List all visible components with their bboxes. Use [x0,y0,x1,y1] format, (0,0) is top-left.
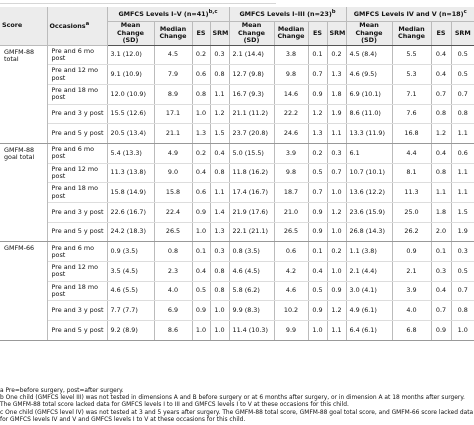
mean-change-cell: 6.4 (6.1) [346,321,392,341]
es-cell: 0.9 [192,203,210,223]
mean-change-cell: 21.1 (11.2) [229,104,274,124]
median-change-cell: 6.8 [392,321,431,341]
srm-cell: 1.1 [451,183,474,203]
es-cell: 0.4 [192,262,210,282]
median-change-cell: 21.1 [154,124,192,144]
median-change-cell: 8.6 [154,321,192,341]
es-cell: 0.9 [308,222,327,242]
median-change-cell: 9.8 [274,163,308,183]
mean-change-cell: 23.7 (20.8) [229,124,274,144]
srm-cell: 0.8 [451,301,474,321]
srm-cell: 1.4 [210,203,229,223]
median-change-cell: 8.9 [154,84,192,104]
mean-change-cell: 12.0 (10.9) [107,84,154,104]
table-row [0,301,474,321]
srm-cell: 0.7 [451,84,474,104]
es-cell: 0.9 [308,203,327,223]
srm-cell: 0.8 [210,281,229,301]
header-srm: SRM [327,22,346,46]
caption-strip: ………………………………………………………………………………………………………………………… [0,0,276,6]
srm-cell: 1.0 [451,321,474,341]
srm-cell: 1.1 [451,124,474,144]
footnote-a: a Pre=before surgery, post=after surgery. [0,388,124,394]
srm-cell: 1.2 [327,203,346,223]
es-cell: 0.4 [308,262,327,282]
median-change-cell: 16.8 [392,124,431,144]
header-es: ES [192,22,210,46]
footnote-c: c One child (GMFCS level IV) was not tested at 3 and 5 years after surgery. The GMFM-88 total score, GMFM-88 goal total score, and GMFM-66 score lacked data for GMFCS levels IV and V and GMFCS levels I to V at these occasions for this child. [0,409,474,423]
median-change-cell: 6.9 [154,301,192,321]
es-cell: 0.8 [192,84,210,104]
median-change-cell: 4.0 [392,301,431,321]
header-median-change: Median Change [154,22,192,46]
es-cell: 0.8 [431,163,451,183]
es-cell: 2.0 [431,222,451,242]
median-change-cell: 4.5 [154,45,192,65]
es-cell: 0.2 [308,143,327,163]
es-cell: 1.3 [308,124,327,144]
mean-change-cell: 4.6 (5.5) [107,281,154,301]
occasion-cell: Pre and 6 mo post [47,143,107,163]
mean-change-cell: 11.8 (16.2) [229,163,274,183]
table-body [0,45,474,340]
mean-change-cell: 4.6 (9.5) [346,65,392,85]
mean-change-cell: 3.0 (4.1) [346,281,392,301]
es-cell: 1.3 [192,124,210,144]
median-change-cell: 9.9 [274,321,308,341]
results-table [0,7,474,341]
srm-cell: 1.2 [327,301,346,321]
es-cell: 0.6 [192,65,210,85]
es-cell: 0.1 [192,242,210,262]
srm-cell: 1.1 [327,321,346,341]
mean-change-cell: 8.6 (11.0) [346,104,392,124]
header-occasions: Occasions$^a$ [47,7,107,45]
mean-change-cell: 15.8 (14.9) [107,183,154,203]
es-cell: 0.6 [192,183,210,203]
score-name-cell: GMFM-88 total [0,45,47,143]
es-cell: 1.1 [431,183,451,203]
srm-cell: 0.7 [451,281,474,301]
median-change-cell: 3.8 [274,45,308,65]
median-change-cell: 2.1 [392,262,431,282]
median-change-cell: 9.8 [274,65,308,85]
es-cell: 0.1 [431,242,451,262]
median-change-cell: 26.5 [274,222,308,242]
mean-change-cell: 11.4 (10.3) [229,321,274,341]
header-mean-change: Mean Change (SD) [346,22,392,46]
es-cell: 1.0 [308,321,327,341]
mean-change-cell: 5.0 (15.5) [229,143,274,163]
mean-change-cell: 2.1 (4.4) [346,262,392,282]
footnotes [0,388,474,424]
srm-cell: 0.6 [451,143,474,163]
es-cell: 0.9 [308,84,327,104]
srm-cell: 0.2 [327,45,346,65]
mean-change-cell: 23.6 (15.9) [346,203,392,223]
median-change-cell: 4.0 [154,281,192,301]
mean-change-cell: 9.9 (8.3) [229,301,274,321]
table-header [0,7,474,45]
mean-change-cell: 13.3 (11.9) [346,124,392,144]
srm-cell: 0.3 [327,143,346,163]
median-change-cell: 7.6 [392,104,431,124]
mean-change-cell: 17.4 (16.7) [229,183,274,203]
mean-change-cell: 6.1 [346,143,392,163]
es-cell: 0.1 [308,242,327,262]
header-srm: SRM [451,22,474,46]
mean-change-cell: 4.9 (6.1) [346,301,392,321]
table-row [0,242,474,262]
srm-cell: 1.3 [210,222,229,242]
median-change-cell: 9.0 [154,163,192,183]
occasion-cell: Pre and 18 mo post [47,84,107,104]
srm-cell: 1.1 [451,163,474,183]
es-cell: 1.2 [308,104,327,124]
median-change-cell: 3.9 [274,143,308,163]
srm-cell: 1.3 [327,65,346,85]
es-cell: 0.1 [308,45,327,65]
srm-cell: 0.8 [451,104,474,124]
mean-change-cell: 20.5 (13.4) [107,124,154,144]
header-group-levels-1-3: GMFCS Levels I–III (n=23)$^b$ [229,7,346,22]
median-change-cell: 0.6 [274,242,308,262]
median-change-cell: 22.2 [274,104,308,124]
header-group-levels-4-5: GMFCS Levels IV and V (n=18)$^c$ [346,7,474,22]
header-median-change: Median Change [274,22,308,46]
mean-change-cell: 5.4 (13.3) [107,143,154,163]
srm-cell: 0.8 [210,163,229,183]
srm-cell: 0.7 [327,163,346,183]
mean-change-cell: 10.7 (10.1) [346,163,392,183]
median-change-cell: 3.9 [392,281,431,301]
es-cell: 0.4 [431,45,451,65]
srm-cell: 0.5 [451,65,474,85]
mean-change-cell: 6.9 (10.1) [346,84,392,104]
mean-change-cell: 26.8 (14.3) [346,222,392,242]
srm-cell: 0.3 [210,242,229,262]
es-cell: 0.9 [308,301,327,321]
median-change-cell: 8.1 [392,163,431,183]
srm-cell: 1.0 [210,301,229,321]
srm-cell: 0.3 [210,45,229,65]
mean-change-cell: 12.7 (9.8) [229,65,274,85]
median-change-cell: 7.9 [154,65,192,85]
mean-change-cell: 22.1 (21.1) [229,222,274,242]
mean-change-cell: 15.5 (12.6) [107,104,154,124]
srm-cell: 1.8 [327,84,346,104]
mean-change-cell: 3.1 (12.0) [107,45,154,65]
es-cell: 0.2 [192,143,210,163]
es-cell: 0.7 [431,84,451,104]
occasion-cell: Pre and 5 y post [47,124,107,144]
mean-change-cell: 1.1 (3.8) [346,242,392,262]
srm-cell: 0.5 [451,262,474,282]
es-cell: 0.3 [431,262,451,282]
header-score: Score [0,7,47,45]
occasion-cell: Pre and 6 mo post [47,45,107,65]
es-cell: 0.7 [308,183,327,203]
srm-cell: 1.5 [451,203,474,223]
median-change-cell: 5.5 [392,45,431,65]
srm-cell: 0.9 [327,281,346,301]
srm-cell: 0.5 [451,45,474,65]
es-cell: 0.4 [431,65,451,85]
table-row [0,321,474,341]
es-cell: 0.8 [431,104,451,124]
header-es: ES [308,22,327,46]
occasion-cell: Pre and 6 mo post [47,242,107,262]
table-row [0,84,474,104]
es-cell: 0.7 [308,65,327,85]
mean-change-cell: 16.7 (9.3) [229,84,274,104]
mean-change-cell: 0.8 (3.5) [229,242,274,262]
es-cell: 0.5 [308,163,327,183]
mean-change-cell: 13.6 (12.2) [346,183,392,203]
header-es: ES [431,22,451,46]
occasion-cell: Pre and 18 mo post [47,281,107,301]
table-row [0,65,474,85]
srm-cell: 0.4 [210,143,229,163]
header-mean-change: Mean Change (SD) [229,22,274,46]
occasion-cell: Pre and 3 y post [47,203,107,223]
header-mean-change: Mean Change (SD) [107,22,154,46]
occasion-cell: Pre and 12 mo post [47,65,107,85]
srm-cell: 1.9 [451,222,474,242]
median-change-cell: 21.0 [274,203,308,223]
occasion-cell: Pre and 3 y post [47,301,107,321]
header-median-change: Median Change [392,22,431,46]
occasion-cell: Pre and 12 mo post [47,262,107,282]
mean-change-cell: 5.8 (6.2) [229,281,274,301]
occasion-cell: Pre and 12 mo post [47,163,107,183]
es-cell: 0.4 [431,143,451,163]
mean-change-cell: 7.7 (7.7) [107,301,154,321]
median-change-cell: 18.7 [274,183,308,203]
median-change-cell: 15.8 [154,183,192,203]
es-cell: 0.5 [192,281,210,301]
mean-change-cell: 9.2 (8.9) [107,321,154,341]
srm-cell: 1.0 [327,222,346,242]
median-change-cell: 26.5 [154,222,192,242]
median-change-cell: 25.0 [392,203,431,223]
median-change-cell: 17.1 [154,104,192,124]
es-cell: 0.9 [431,321,451,341]
table-row [0,262,474,282]
occasion-cell: Pre and 5 y post [47,321,107,341]
table-row [0,222,474,242]
es-cell: 0.4 [431,281,451,301]
median-change-cell: 11.3 [392,183,431,203]
table-row [0,124,474,144]
header-srm: SRM [210,22,229,46]
srm-cell: 1.5 [210,124,229,144]
mean-change-cell: 21.9 (17.6) [229,203,274,223]
es-cell: 1.0 [192,104,210,124]
median-change-cell: 22.4 [154,203,192,223]
mean-change-cell: 11.3 (13.8) [107,163,154,183]
median-change-cell: 4.4 [392,143,431,163]
es-cell: 0.4 [192,163,210,183]
table-row [0,143,474,163]
srm-cell: 1.9 [327,104,346,124]
median-change-cell: 4.6 [274,281,308,301]
srm-cell: 0.8 [210,65,229,85]
score-name-cell: GMFM-66 [0,242,47,340]
srm-cell: 0.8 [210,262,229,282]
score-name-cell: GMFM-88 goal total [0,143,47,241]
median-change-cell: 14.6 [274,84,308,104]
mean-change-cell: 22.6 (16.7) [107,203,154,223]
es-cell: 0.2 [192,45,210,65]
srm-cell: 1.0 [327,183,346,203]
es-cell: 1.0 [192,222,210,242]
es-cell: 0.7 [431,301,451,321]
mean-change-cell: 9.1 (10.9) [107,65,154,85]
table-row [0,203,474,223]
srm-cell: 1.1 [327,124,346,144]
median-change-cell: 4.2 [274,262,308,282]
footnote-b: b One child (GMFCS level III) was not tested in dimensions A and B before surgery or at 6 months after surgery, or in dimension A at 18 months after surgery. The GMFM-88 total score lacked data for GMFCS levels I to III and GMFCS levels I to V at these occasions for this child. [0,395,465,409]
table-row [0,281,474,301]
mean-change-cell: 24.2 (18.3) [107,222,154,242]
median-change-cell: 26.2 [392,222,431,242]
mean-change-cell: 3.5 (4.5) [107,262,154,282]
table-row [0,104,474,124]
srm-cell: 1.0 [210,321,229,341]
occasion-cell: Pre and 5 y post [47,222,107,242]
mean-change-cell: 4.6 (4.5) [229,262,274,282]
median-change-cell: 10.2 [274,301,308,321]
es-cell: 0.5 [308,281,327,301]
srm-cell: 0.3 [451,242,474,262]
es-cell: 1.8 [431,203,451,223]
es-cell: 1.2 [431,124,451,144]
median-change-cell: 0.9 [392,242,431,262]
srm-cell: 1.1 [210,183,229,203]
occasion-cell: Pre and 3 y post [47,104,107,124]
header-group-levels-1-5: GMFCS Levels I–V (n=41)$^{b,c}$ [107,7,229,22]
srm-cell: 0.2 [327,242,346,262]
median-change-cell: 4.9 [154,143,192,163]
median-change-cell: 7.1 [392,84,431,104]
mean-change-cell: 0.9 (3.5) [107,242,154,262]
occasion-cell: Pre and 18 mo post [47,183,107,203]
es-cell: 1.0 [192,321,210,341]
median-change-cell: 0.8 [154,242,192,262]
mean-change-cell: 4.5 (8.4) [346,45,392,65]
median-change-cell: 5.3 [392,65,431,85]
srm-cell: 1.2 [210,104,229,124]
mean-change-cell: 2.1 (14.4) [229,45,274,65]
median-change-cell: 2.3 [154,262,192,282]
table-row [0,45,474,65]
table-row [0,183,474,203]
table-row [0,163,474,183]
es-cell: 0.9 [192,301,210,321]
median-change-cell: 24.6 [274,124,308,144]
srm-cell: 1.0 [327,262,346,282]
srm-cell: 1.1 [210,84,229,104]
